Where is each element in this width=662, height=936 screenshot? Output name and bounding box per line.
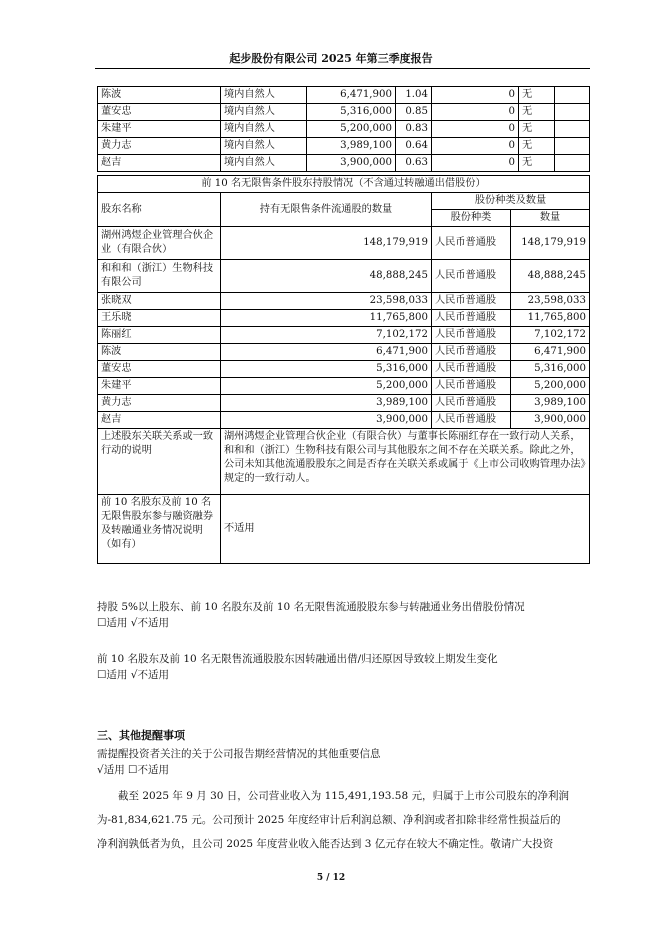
cell-qty: 5,316,000 [221, 361, 432, 378]
cell-qty2: 7,102,172 [511, 327, 590, 344]
body-line-1: 截至 2025 年 9 月 30 日，公司营业收入为 115,491,193.58 元，归属于上市公司股东的净利润 [118, 790, 569, 802]
cell-pct: 0.83 [396, 121, 432, 138]
cell-name: 赵吉 [98, 155, 221, 172]
cell-pledge-qty [555, 104, 590, 121]
table-row [98, 344, 590, 361]
cell-type: 境内自然人 [221, 155, 307, 172]
cell-qty: 48,888,245 [221, 260, 432, 293]
cell-name: 赵吉 [98, 412, 221, 429]
cell-name: 朱建平 [98, 121, 221, 138]
header-qty: 持有无限售条件流通股的数量 [221, 193, 432, 227]
header-rule [95, 68, 590, 69]
cell-qty: 3,900,000 [221, 412, 432, 429]
cell-name: 黄力志 [98, 138, 221, 155]
cell-pledge-qty [555, 121, 590, 138]
cell-type: 人民币普通股 [432, 412, 511, 429]
header-share-qty: 数量 [511, 210, 590, 227]
cell-type: 人民币普通股 [432, 344, 511, 361]
section3-body [97, 784, 591, 856]
cell-type: 境内自然人 [221, 104, 307, 121]
cell-type: 境内自然人 [221, 138, 307, 155]
cell-name: 董安忠 [98, 361, 221, 378]
table-row [98, 260, 590, 293]
table-row [98, 361, 590, 378]
cell-name: 王乐晓 [98, 310, 221, 327]
cell-pledge-status: 无 [519, 104, 555, 121]
header-share-group: 股份种类及数量 [432, 193, 590, 210]
cell-qty2: 5,316,000 [511, 361, 590, 378]
header-share-type: 股份种类 [432, 210, 511, 227]
cell-pledge-status: 无 [519, 138, 555, 155]
section-heading: 三、其他提醒事项 [97, 729, 185, 742]
cell-type: 人民币普通股 [432, 227, 511, 260]
cell-pct: 0.64 [396, 138, 432, 155]
header-row [98, 193, 590, 210]
cell-qty: 6,471,900 [221, 344, 432, 361]
cell-pledge-status: 无 [519, 155, 555, 172]
cell-name: 陈波 [98, 344, 221, 361]
cell-qty2: 148,179,919 [511, 227, 590, 260]
cell-pledge-status: 无 [519, 87, 555, 104]
cell-type: 人民币普通股 [432, 260, 511, 293]
cell-pledge-qty [555, 87, 590, 104]
cell-qty: 5,200,000 [221, 378, 432, 395]
change-note-checkbox: ☐适用 √不适用 [97, 669, 169, 681]
cell-restricted: 0 [432, 155, 519, 172]
table-row [98, 87, 590, 104]
cell-pct: 0.63 [396, 155, 432, 172]
cell-qty2: 48,888,245 [511, 260, 590, 293]
cell-name: 陈丽红 [98, 327, 221, 344]
table-row [98, 310, 590, 327]
section3-intro-text: 需提醒投资者关注的关于公司报告期经营情况的其他重要信息 [97, 748, 381, 760]
section-title: 前 10 名无限售条件股东持股情况（不含通过转融通出借股份） [98, 176, 590, 193]
cell-type: 人民币普通股 [432, 395, 511, 412]
cell-restricted: 0 [432, 138, 519, 155]
cell-type: 境内自然人 [221, 87, 307, 104]
cell-name: 和和和（浙江）生物科技有限公司 [98, 260, 221, 293]
header-name: 股东名称 [98, 193, 221, 227]
cell-type: 人民币普通股 [432, 327, 511, 344]
cell-name: 张晓双 [98, 293, 221, 310]
cell-qty: 3,989,100 [221, 395, 432, 412]
cell-pledge-status: 无 [519, 121, 555, 138]
cell-qty2: 6,471,900 [511, 344, 590, 361]
table-row [98, 395, 590, 412]
margin-text: 不适用 [221, 495, 590, 564]
change-note-text: 前 10 名股东及前 10 名无限售流通股股东因转融通出借/归还原因导致较上期发生变化 [97, 653, 498, 665]
cell-qty2: 3,900,000 [511, 412, 590, 429]
section3-checkbox: √适用 ☐不适用 [97, 764, 169, 776]
cell-pledge-qty [555, 155, 590, 172]
cell-pledge-qty [555, 138, 590, 155]
cell-name: 朱建平 [98, 378, 221, 395]
cell-restricted: 0 [432, 87, 519, 104]
body-line-2: 为-81,834,621.75 元。公司预计 2025 年度经审计后利润总额、净利润或者扣除非经常性损益后的 [97, 814, 561, 826]
section3-intro [97, 746, 592, 778]
cell-name: 黄力志 [98, 395, 221, 412]
cell-shares: 3,989,100 [307, 138, 396, 155]
relation-label: 上述股东关联关系或一致行动的说明 [98, 429, 221, 495]
cell-shares: 5,316,000 [307, 104, 396, 121]
lending-note [97, 599, 592, 631]
margin-label: 前 10 名股东及前 10 名无限售股东参与融资融券及转融通业务情况说明（如有） [98, 495, 221, 564]
cell-qty2: 23,598,033 [511, 293, 590, 310]
cell-qty: 11,765,800 [221, 310, 432, 327]
body-line-3: 净利润孰低者为负，且公司 2025 年度营业收入能否达到 3 亿元存在较大不确定性。敬请广大投资 [97, 838, 554, 850]
cell-type: 人民币普通股 [432, 378, 511, 395]
unrestricted-shareholder-table [97, 175, 590, 564]
page-header: 起步股份有限公司 2025 年第三季度报告 [229, 52, 433, 65]
cell-shares: 3,900,000 [307, 155, 396, 172]
cell-type: 人民币普通股 [432, 293, 511, 310]
table-row [98, 104, 590, 121]
top-shareholder-table [97, 86, 590, 172]
table-row [98, 412, 590, 429]
cell-restricted: 0 [432, 104, 519, 121]
cell-shares: 5,200,000 [307, 121, 396, 138]
table-row [98, 327, 590, 344]
cell-pct: 1.04 [396, 87, 432, 104]
cell-qty: 23,598,033 [221, 293, 432, 310]
lending-note-text: 持股 5%以上股东、前 10 名股东及前 10 名无限售流通股股东参与转融通业务出借股份情况 [97, 601, 525, 613]
cell-type: 人民币普通股 [432, 361, 511, 378]
cell-name: 湖州鸿煜企业管理合伙企业（有限合伙） [98, 227, 221, 260]
cell-name: 董安忠 [98, 104, 221, 121]
cell-qty2: 3,989,100 [511, 395, 590, 412]
table-row [98, 378, 590, 395]
table-row [98, 138, 590, 155]
margin-row [98, 495, 590, 564]
cell-qty2: 11,765,800 [511, 310, 590, 327]
table-row [98, 121, 590, 138]
cell-qty: 148,179,919 [221, 227, 432, 260]
cell-name: 陈波 [98, 87, 221, 104]
relation-row [98, 429, 590, 495]
cell-qty2: 5,200,000 [511, 378, 590, 395]
cell-type: 境内自然人 [221, 121, 307, 138]
cell-pct: 0.85 [396, 104, 432, 121]
table-row [98, 155, 590, 172]
table-row [98, 227, 590, 260]
section-title-row [98, 176, 590, 193]
page-number: 5 / 12 [316, 873, 346, 883]
cell-type: 人民币普通股 [432, 310, 511, 327]
table-row [98, 293, 590, 310]
relation-text: 湖州鸿煜企业管理合伙企业（有限合伙）与董事长陈丽红存在一致行动人关系，和和和（浙江）生物科技有限公司与其他股东之间不存在关联关系。除此之外，公司未知其他流通股股东之间是否存在关联关系或属于《上市公司收购管理办法》规定的一致行动人。 [221, 429, 590, 495]
cell-restricted: 0 [432, 121, 519, 138]
cell-qty: 7,102,172 [221, 327, 432, 344]
change-note [97, 651, 592, 683]
lending-note-checkbox: ☐适用 √不适用 [97, 617, 169, 629]
cell-shares: 6,471,900 [307, 87, 396, 104]
